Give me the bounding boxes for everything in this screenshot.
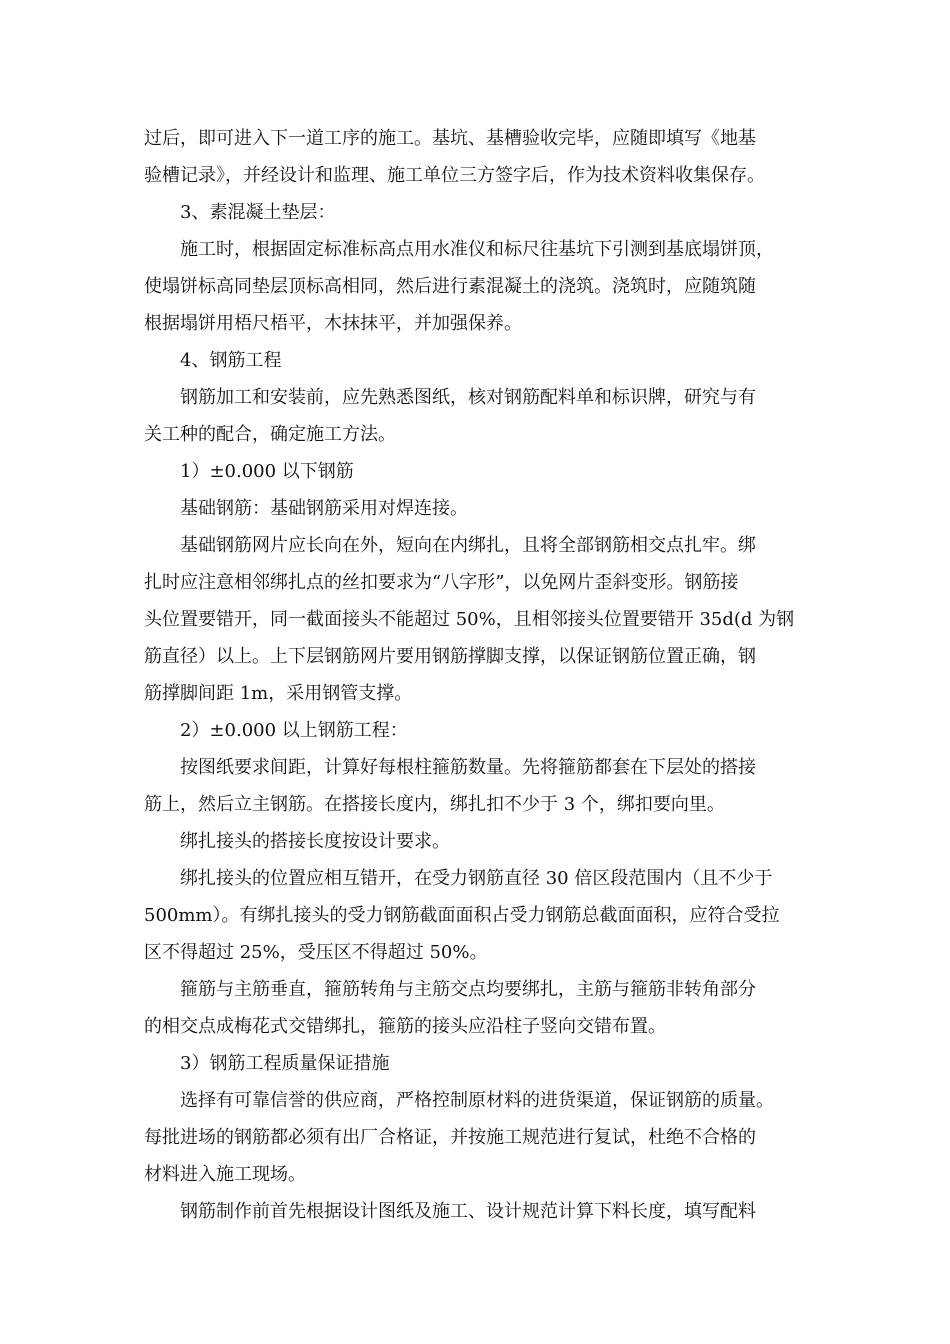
text-line: 筋上，然后立主钢筋。在搭接长度内，绑扎扣不少于 3 个，绑扣要向里。: [144, 794, 725, 815]
paragraph: [144, 1119, 808, 1193]
text-line: 绑扎接头的搭接长度按设计要求。: [180, 831, 450, 852]
text-line: 绑扎接头的位置应相互错开，在受力钢筋直径 30 倍区段范围内（且不少于: [180, 868, 773, 889]
paragraph: [144, 786, 808, 823]
subsection-heading: [144, 453, 808, 490]
paragraph: [144, 231, 808, 268]
document-body: [144, 120, 808, 1230]
subsection-heading: [144, 1045, 808, 1082]
paragraph: [144, 1082, 808, 1119]
paragraph: [144, 971, 808, 1008]
paragraph: [144, 379, 808, 416]
text-line: 扎时应注意相邻绑扎点的丝扣要求为“八字形”，以免网片歪斜变形。钢筋接: [144, 572, 739, 593]
text-line: 500mm）。有绑扎接头的受力钢筋截面面积占受力钢筋总截面面积，应符合受拉: [144, 905, 780, 926]
text-line: 3、素混凝土垫层：: [180, 202, 336, 223]
paragraph: [144, 897, 808, 971]
text-line: 钢筋制作前首先根据设计图纸及施工、设计规范计算下料长度，填写配料: [180, 1201, 756, 1222]
text-line: 4、钢筋工程: [180, 350, 282, 371]
paragraph: [144, 1193, 808, 1230]
paragraph: [144, 416, 808, 453]
text-line: 筋直径）以上。上下层钢筋网片要用钢筋撑脚支撑，以保证钢筋位置正确，钢: [144, 646, 756, 667]
text-line: 验槽记录》，并经设计和监理、施工单位三方签字后，作为技术资料收集保存。: [144, 165, 765, 186]
text-line: 的相交点成梅花式交错绑扎，箍筋的接头应沿柱子竖向交错布置。: [144, 1016, 666, 1037]
text-line: 基础钢筋：基础钢筋采用对焊连接。: [180, 498, 468, 519]
paragraph: [144, 1008, 808, 1045]
text-line: 筋撑脚间距 1m，采用钢管支撑。: [144, 683, 413, 704]
text-line: 区不得超过 25%，受压区不得超过 50%。: [144, 942, 488, 963]
paragraph: [144, 749, 808, 786]
subsection-heading: [144, 712, 808, 749]
text-line: 根据塌饼用梧尺梧平，木抹抹平，并加强保养。: [144, 313, 522, 334]
paragraph: [144, 268, 808, 342]
text-line: 关工种的配合，确定施工方法。: [144, 424, 396, 445]
paragraph: [144, 860, 808, 897]
text-line: 基础钢筋网片应长向在外，短向在内绑扎，且将全部钢筋相交点扎牢。绑: [180, 535, 756, 556]
section-heading: [144, 342, 808, 379]
text-line: 过后，即可进入下一道工序的施工。基坑、基槽验收完毕，应随即填写《地基: [144, 128, 756, 149]
text-line: 按图纸要求间距，计算好每根柱箍筋数量。先将箍筋都套在下层处的搭接: [180, 757, 756, 778]
text-line: 施工时，根据固定标准标高点用水准仪和标尺往基坑下引测到基底塌饼顶，: [180, 239, 774, 260]
paragraph: [144, 823, 808, 860]
text-line: 每批进场的钢筋都必须有出厂合格证，并按施工规范进行复试，杜绝不合格的: [144, 1127, 756, 1148]
section-heading: [144, 194, 808, 231]
text-line: 2）±0.000 以上钢筋工程：: [180, 720, 408, 741]
text-line: 使塌饼标高同垫层顶标高相同，然后进行素混凝土的浇筑。浇筑时，应随筑随: [144, 276, 756, 297]
paragraph: [144, 564, 808, 712]
text-line: 材料进入施工现场。: [144, 1164, 306, 1185]
paragraph: [144, 527, 808, 564]
text-line: 钢筋加工和安装前，应先熟悉图纸，核对钢筋配料单和标识牌，研究与有: [180, 387, 756, 408]
text-line: 头位置要错开，同一截面接头不能超过 50%，且相邻接头位置要错开 35d(d 为钢: [144, 609, 795, 630]
text-line: 1）±0.000 以下钢筋: [180, 461, 354, 482]
paragraph: [144, 490, 808, 527]
paragraph: [144, 120, 808, 194]
text-line: 3）钢筋工程质量保证措施: [180, 1053, 390, 1074]
text-line: 选择有可靠信誉的供应商，严格控制原材料的进货渠道，保证钢筋的质量。: [180, 1090, 774, 1111]
text-line: 箍筋与主筋垂直，箍筋转角与主筋交点均要绑扎，主筋与箍筋非转角部分: [180, 979, 756, 1000]
